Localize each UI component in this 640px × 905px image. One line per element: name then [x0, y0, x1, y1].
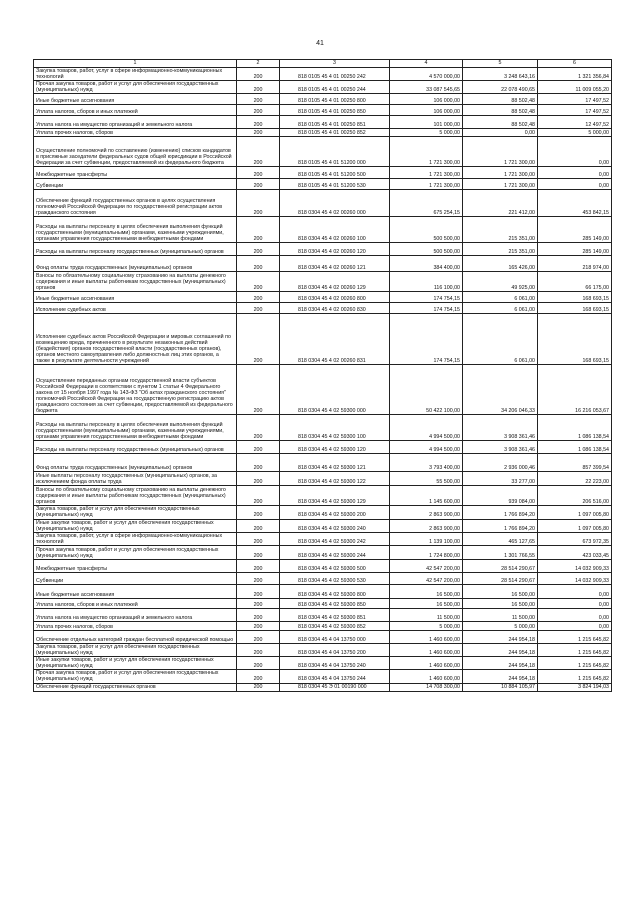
row-unexecuted-amount-cell: 14 032 909,33 [538, 572, 612, 584]
table-row [34, 486, 612, 506]
table-row [34, 94, 612, 105]
row-unexecuted-amount-cell: 453 842,15 [538, 190, 612, 217]
row-executed-amount-cell: 11 500,00 [463, 608, 538, 621]
row-unexecuted-amount-cell: 22 223,00 [538, 472, 612, 486]
row-executed-amount-cell: 221 412,00 [463, 190, 538, 217]
row-executed-amount-cell: 6 061,00 [463, 292, 538, 303]
row-approved-amount-cell: 11 500,00 [390, 608, 463, 621]
row-budget-code-cell: 818 0105 45 4 01 51200 500 [280, 167, 390, 179]
table-row [34, 179, 612, 190]
row-approved-amount-cell: 14 708 300,00 [390, 683, 463, 691]
row-name-cell: Межбюджетные трансферты [34, 559, 237, 572]
table-row [34, 292, 612, 303]
table-row [34, 532, 612, 545]
row-approved-amount-cell: 5 000,00 [390, 129, 463, 137]
row-name-cell: Иные бюджетные ассигнования [34, 292, 237, 303]
row-name-cell: Закупка товаров, работ, услуг в сфере информационно-коммуникационных технологий [34, 532, 237, 545]
row-name-cell: Иные бюджетные ассигнования [34, 584, 237, 598]
row-line-code-cell: 200 [237, 506, 280, 519]
table-row [34, 256, 612, 272]
row-budget-code-cell: 818 0304 45 4 02 00260 831 [280, 314, 390, 365]
row-approved-amount-cell: 5 000,00 [390, 621, 463, 630]
row-budget-code-cell: 818 0304 45 4 04 13750 200 [280, 643, 390, 656]
row-executed-amount-cell: 88 502,48 [463, 116, 538, 129]
row-budget-code-cell: 818 0304 45 4 02 59300 530 [280, 572, 390, 584]
row-name-cell: Уплата налога на имущество организаций и земельного налога [34, 608, 237, 621]
table-row [34, 105, 612, 116]
row-budget-code-cell: 818 0304 45 4 04 13750 000 [280, 630, 390, 643]
row-name-cell: Обеспечение функций государственных органов в целях осуществления полномочий Российской Федерации по государственной регистрации актов гражданского состояния [34, 190, 237, 217]
table-row [34, 137, 612, 167]
column-header-6: 6 [538, 60, 612, 68]
row-executed-amount-cell: 88 502,48 [463, 105, 538, 116]
column-header-3: 3 [280, 60, 390, 68]
table-row [34, 608, 612, 621]
row-name-cell: Расходы на выплаты персоналу в целях обеспечения выполнения функций государственными (муниципальными) органами, казенными учреждениями, органами управления государственными внебюджетными фондами [34, 415, 237, 441]
row-approved-amount-cell: 1 460 600,00 [390, 670, 463, 683]
table-row [34, 545, 612, 559]
row-budget-code-cell: 818 0304 45 4 02 59300 850 [280, 598, 390, 608]
row-approved-amount-cell: 1 460 600,00 [390, 630, 463, 643]
row-approved-amount-cell: 500 500,00 [390, 217, 463, 243]
row-unexecuted-amount-cell: 1 215 645,82 [538, 670, 612, 683]
row-executed-amount-cell: 2 936 000,46 [463, 454, 538, 472]
row-budget-code-cell: 818 0304 45 4 02 59300 852 [280, 621, 390, 630]
table-row [34, 167, 612, 179]
row-approved-amount-cell: 1 721 300,00 [390, 137, 463, 167]
row-line-code-cell: 200 [237, 598, 280, 608]
table-row [34, 441, 612, 454]
budget-execution-table [33, 59, 612, 692]
table-row [34, 670, 612, 683]
row-line-code-cell: 200 [237, 643, 280, 656]
row-approved-amount-cell: 33 087 545,65 [390, 81, 463, 94]
row-line-code-cell: 200 [237, 486, 280, 506]
row-approved-amount-cell: 1 724 800,00 [390, 545, 463, 559]
row-line-code-cell: 200 [237, 68, 280, 81]
row-budget-code-cell: 818 0105 45 4 01 00250 852 [280, 129, 390, 137]
row-name-cell: Прочая закупка товаров, работ и услуг для обеспечения государственных (муниципальных) нужд [34, 545, 237, 559]
row-name-cell: Взносы по обязательному социальному страхованию на выплаты денежного содержания и иные выплаты работникам государственных (муниципальных) органов [34, 272, 237, 292]
row-name-cell: Уплата налогов, сборов и иных платежей [34, 598, 237, 608]
row-executed-amount-cell: 244 954,18 [463, 630, 538, 643]
table-row [34, 243, 612, 256]
row-line-code-cell: 200 [237, 472, 280, 486]
row-line-code-cell: 200 [237, 190, 280, 217]
row-name-cell: Исполнение судебных актов Российской Федерации и мировых соглашений по возмещению вреда, причиненного в результате незаконных действий (бездействия) органов государственной власти (государственных органов), органов местного самоуправления либо должностных лиц этих органов, а также в результате деятельности учреждений [34, 314, 237, 365]
row-unexecuted-amount-cell: 12 497,52 [538, 116, 612, 129]
column-header-1: 1 [34, 60, 237, 68]
row-approved-amount-cell: 50 422 100,00 [390, 365, 463, 415]
row-approved-amount-cell: 2 863 900,00 [390, 506, 463, 519]
row-approved-amount-cell: 3 793 400,00 [390, 454, 463, 472]
table-row [34, 683, 612, 691]
row-budget-code-cell: 818 0304 45 4 02 00260 800 [280, 292, 390, 303]
row-name-cell: Осуществление переданных органам государственной власти субъектов Российской Федерации в соответствии с пунктом 1 статьи 4 Федерального закона от 15 ноября 1997 года № 143-ФЗ "Об актах гражданского состояния" полномочий Российской Федерации на государственную регистрацию актов гражданского состояния за счет субвенции, предоставляемой из федерального бюджета [34, 365, 237, 415]
table-row [34, 129, 612, 137]
row-executed-amount-cell: 33 277,00 [463, 472, 538, 486]
row-name-cell: Обеспечение функций государственных органов [34, 683, 237, 691]
row-budget-code-cell: 818 0304 45 4 04 13750 244 [280, 670, 390, 683]
row-budget-code-cell: 818 0304 45 4 02 00260 129 [280, 272, 390, 292]
row-name-cell: Иные бюджетные ассигнования [34, 94, 237, 105]
row-unexecuted-amount-cell: 285 149,00 [538, 243, 612, 256]
row-line-code-cell: 200 [237, 670, 280, 683]
row-line-code-cell: 200 [237, 116, 280, 129]
table-row [34, 116, 612, 129]
row-budget-code-cell: 818 0105 45 4 01 51200 000 [280, 137, 390, 167]
table-row [34, 272, 612, 292]
row-name-cell: Иные выплаты персоналу государственных (муниципальных) органов, за исключением фонда оплаты труда [34, 472, 237, 486]
table-row [34, 472, 612, 486]
row-name-cell: Закупка товаров, работ, услуг в сфере информационно-коммуникационных технологий [34, 68, 237, 81]
row-executed-amount-cell: 215 351,00 [463, 243, 538, 256]
row-name-cell: Фонд оплаты труда государственных (муниципальных) органов [34, 454, 237, 472]
row-name-cell: Взносы по обязательному социальному страхованию на выплаты денежного содержания и иные выплаты работникам государственных (муниципальных) органов [34, 486, 237, 506]
row-approved-amount-cell: 174 754,15 [390, 314, 463, 365]
row-approved-amount-cell: 500 500,00 [390, 243, 463, 256]
row-executed-amount-cell: 28 514 290,67 [463, 572, 538, 584]
page-number: 41 [316, 40, 324, 47]
row-executed-amount-cell: 3 908 361,46 [463, 415, 538, 441]
row-line-code-cell: 200 [237, 272, 280, 292]
row-unexecuted-amount-cell: 1 097 005,80 [538, 519, 612, 532]
row-executed-amount-cell: 465 127,65 [463, 532, 538, 545]
row-approved-amount-cell: 106 000,00 [390, 94, 463, 105]
row-unexecuted-amount-cell: 0,00 [538, 179, 612, 190]
row-executed-amount-cell: 1 301 766,55 [463, 545, 538, 559]
row-budget-code-cell: 818 0304 45 4 02 00260 121 [280, 256, 390, 272]
table-row [34, 415, 612, 441]
row-line-code-cell: 200 [237, 105, 280, 116]
row-executed-amount-cell: 1 766 894,20 [463, 519, 538, 532]
row-budget-code-cell: 818 0304 45 4 02 59300 100 [280, 415, 390, 441]
row-unexecuted-amount-cell: 14 032 909,33 [538, 559, 612, 572]
row-executed-amount-cell: 5 000,00 [463, 621, 538, 630]
row-name-cell: Фонд оплаты труда государственных (муниципальных) органов [34, 256, 237, 272]
table-row [34, 303, 612, 314]
row-unexecuted-amount-cell: 1 215 645,82 [538, 630, 612, 643]
row-name-cell: Обеспечение отдельных категорий граждан бесплатной юридической помощью [34, 630, 237, 643]
row-approved-amount-cell: 1 721 300,00 [390, 179, 463, 190]
row-unexecuted-amount-cell: 168 693,15 [538, 314, 612, 365]
row-line-code-cell: 200 [237, 256, 280, 272]
row-unexecuted-amount-cell: 673 972,35 [538, 532, 612, 545]
row-budget-code-cell: 818 0304 45 4 02 59300 500 [280, 559, 390, 572]
row-line-code-cell: 200 [237, 365, 280, 415]
row-budget-code-cell: 818 0304 45 4 02 00260 830 [280, 303, 390, 314]
row-unexecuted-amount-cell: 16 216 053,67 [538, 365, 612, 415]
row-budget-code-cell: 818 0105 45 4 01 00250 244 [280, 81, 390, 94]
row-line-code-cell: 200 [237, 559, 280, 572]
row-executed-amount-cell: 6 061,00 [463, 303, 538, 314]
row-executed-amount-cell: 0,00 [463, 129, 538, 137]
row-budget-code-cell: 818 0304 45 4 02 00260 000 [280, 190, 390, 217]
row-unexecuted-amount-cell: 1 097 005,80 [538, 506, 612, 519]
table-row [34, 572, 612, 584]
row-line-code-cell: 200 [237, 314, 280, 365]
row-unexecuted-amount-cell: 1 086 138,54 [538, 415, 612, 441]
table-row [34, 598, 612, 608]
row-name-cell: Расходы на выплаты персоналу государственных (муниципальных) органов [34, 441, 237, 454]
row-line-code-cell: 200 [237, 519, 280, 532]
row-executed-amount-cell: 88 502,48 [463, 94, 538, 105]
row-approved-amount-cell: 1 139 100,00 [390, 532, 463, 545]
row-approved-amount-cell: 1 460 600,00 [390, 657, 463, 670]
row-line-code-cell: 200 [237, 683, 280, 691]
row-executed-amount-cell: 244 954,18 [463, 643, 538, 656]
row-executed-amount-cell: 34 206 046,33 [463, 365, 538, 415]
row-approved-amount-cell: 42 547 200,00 [390, 559, 463, 572]
row-line-code-cell: 200 [237, 532, 280, 545]
row-budget-code-cell: 818 0304 45 4 02 00260 120 [280, 243, 390, 256]
row-unexecuted-amount-cell: 5 000,00 [538, 129, 612, 137]
row-budget-code-cell: 818 0304 45 4 02 59300 200 [280, 506, 390, 519]
row-approved-amount-cell: 16 500,00 [390, 598, 463, 608]
table-row [34, 559, 612, 572]
table-row [34, 454, 612, 472]
row-executed-amount-cell: 165 426,00 [463, 256, 538, 272]
row-unexecuted-amount-cell: 0,00 [538, 621, 612, 630]
row-unexecuted-amount-cell: 17 497,52 [538, 94, 612, 105]
row-executed-amount-cell: 28 514 290,67 [463, 559, 538, 572]
row-budget-code-cell: 818 0304 45 4 02 59300 121 [280, 454, 390, 472]
table-row [34, 217, 612, 243]
row-name-cell: Иные закупки товаров, работ и услуг для обеспечения государственных (муниципальных) нужд [34, 519, 237, 532]
row-budget-code-cell: 818 0105 45 4 01 00250 800 [280, 94, 390, 105]
row-line-code-cell: 200 [237, 303, 280, 314]
row-name-cell: Осуществление полномочий по составлению (изменению) списков кандидатов в присяжные заседатели федеральных судов общей юрисдикции в Российской Федерации за счет субвенции, предоставляемой из федерального бюджета [34, 137, 237, 167]
row-approved-amount-cell: 4 570 000,00 [390, 68, 463, 81]
row-budget-code-cell: 818 0304 45 4 02 59300 242 [280, 532, 390, 545]
table-row [34, 506, 612, 519]
row-line-code-cell: 200 [237, 137, 280, 167]
row-unexecuted-amount-cell: 168 693,15 [538, 303, 612, 314]
table-row [34, 584, 612, 598]
row-unexecuted-amount-cell: 1 321 356,84 [538, 68, 612, 81]
row-budget-code-cell: 818 0304 45 4 04 13750 240 [280, 657, 390, 670]
row-unexecuted-amount-cell: 0,00 [538, 598, 612, 608]
table-row [34, 314, 612, 365]
row-line-code-cell: 200 [237, 545, 280, 559]
row-name-cell: Закупка товаров, работ и услуг для обеспечения государственных (муниципальных) нужд [34, 506, 237, 519]
row-executed-amount-cell: 22 078 490,65 [463, 81, 538, 94]
row-budget-code-cell: 818 0105 45 4 01 00250 242 [280, 68, 390, 81]
row-executed-amount-cell: 244 954,18 [463, 657, 538, 670]
row-name-cell: Закупка товаров, работ и услуг для обеспечения государственных (муниципальных) нужд [34, 643, 237, 656]
row-approved-amount-cell: 4 994 500,00 [390, 441, 463, 454]
row-approved-amount-cell: 101 000,00 [390, 116, 463, 129]
row-approved-amount-cell: 106 000,00 [390, 105, 463, 116]
row-line-code-cell: 200 [237, 415, 280, 441]
row-budget-code-cell: 818 0304 45 Э 01 00190 000 [280, 683, 390, 691]
row-line-code-cell: 200 [237, 608, 280, 621]
row-unexecuted-amount-cell: 1 215 645,82 [538, 657, 612, 670]
row-approved-amount-cell: 16 500,00 [390, 584, 463, 598]
row-executed-amount-cell: 939 084,00 [463, 486, 538, 506]
row-line-code-cell: 200 [237, 584, 280, 598]
row-approved-amount-cell: 2 863 900,00 [390, 519, 463, 532]
row-unexecuted-amount-cell: 1 086 138,54 [538, 441, 612, 454]
table-row [34, 519, 612, 532]
table-header-row [34, 60, 612, 68]
row-unexecuted-amount-cell: 0,00 [538, 137, 612, 167]
row-executed-amount-cell: 215 351,00 [463, 217, 538, 243]
row-approved-amount-cell: 42 547 200,00 [390, 572, 463, 584]
row-approved-amount-cell: 116 100,00 [390, 272, 463, 292]
row-name-cell: Уплата налога на имущество организаций и земельного налога [34, 116, 237, 129]
row-executed-amount-cell: 1 721 300,00 [463, 167, 538, 179]
row-unexecuted-amount-cell: 0,00 [538, 167, 612, 179]
row-budget-code-cell: 818 0105 45 4 01 00250 850 [280, 105, 390, 116]
row-unexecuted-amount-cell: 168 693,15 [538, 292, 612, 303]
row-name-cell: Уплата прочих налогов, сборов [34, 129, 237, 137]
table-row [34, 621, 612, 630]
table-row [34, 643, 612, 656]
row-name-cell: Иные закупки товаров, работ и услуг для обеспечения государственных (муниципальных) нужд [34, 657, 237, 670]
row-executed-amount-cell: 3 248 643,16 [463, 68, 538, 81]
row-approved-amount-cell: 174 754,15 [390, 303, 463, 314]
column-header-5: 5 [463, 60, 538, 68]
row-unexecuted-amount-cell: 218 974,00 [538, 256, 612, 272]
row-approved-amount-cell: 1 145 600,00 [390, 486, 463, 506]
row-executed-amount-cell: 1 721 300,00 [463, 179, 538, 190]
row-name-cell: Исполнение судебных актов [34, 303, 237, 314]
row-budget-code-cell: 818 0105 45 4 01 00250 851 [280, 116, 390, 129]
row-executed-amount-cell: 10 884 105,97 [463, 683, 538, 691]
row-unexecuted-amount-cell: 423 033,45 [538, 545, 612, 559]
row-name-cell: Прочая закупка товаров, работ и услуг для обеспечения государственных (муниципальных) нужд [34, 81, 237, 94]
row-budget-code-cell: 818 0304 45 4 02 59300 122 [280, 472, 390, 486]
table-row [34, 630, 612, 643]
table-row [34, 657, 612, 670]
row-budget-code-cell: 818 0304 45 4 02 59300 000 [280, 365, 390, 415]
row-approved-amount-cell: 1 460 600,00 [390, 643, 463, 656]
row-name-cell: Субвенции [34, 179, 237, 190]
row-executed-amount-cell: 3 908 361,46 [463, 441, 538, 454]
row-line-code-cell: 200 [237, 94, 280, 105]
table-row [34, 68, 612, 81]
row-unexecuted-amount-cell: 11 009 055,20 [538, 81, 612, 94]
row-name-cell: Уплата прочих налогов, сборов [34, 621, 237, 630]
row-budget-code-cell: 818 0304 45 4 02 59300 240 [280, 519, 390, 532]
row-executed-amount-cell: 244 954,18 [463, 670, 538, 683]
row-executed-amount-cell: 16 500,00 [463, 584, 538, 598]
row-line-code-cell: 200 [237, 630, 280, 643]
row-line-code-cell: 200 [237, 441, 280, 454]
row-unexecuted-amount-cell: 66 175,00 [538, 272, 612, 292]
table-row [34, 81, 612, 94]
row-unexecuted-amount-cell: 3 824 194,03 [538, 683, 612, 691]
row-name-cell: Субвенции [34, 572, 237, 584]
row-unexecuted-amount-cell: 206 516,00 [538, 486, 612, 506]
row-executed-amount-cell: 1 766 894,20 [463, 506, 538, 519]
row-line-code-cell: 200 [237, 657, 280, 670]
row-approved-amount-cell: 1 721 300,00 [390, 167, 463, 179]
row-name-cell: Межбюджетные трансферты [34, 167, 237, 179]
row-budget-code-cell: 818 0304 45 4 02 59300 244 [280, 545, 390, 559]
row-name-cell: Прочая закупка товаров, работ и услуг для обеспечения государственных (муниципальных) нужд [34, 670, 237, 683]
table-row [34, 365, 612, 415]
row-line-code-cell: 200 [237, 572, 280, 584]
row-name-cell: Уплата налогов, сборов и иных платежей [34, 105, 237, 116]
row-unexecuted-amount-cell: 0,00 [538, 608, 612, 621]
row-unexecuted-amount-cell: 0,00 [538, 584, 612, 598]
row-line-code-cell: 200 [237, 179, 280, 190]
row-name-cell: Расходы на выплаты персоналу в целях обеспечения выполнения функций государственными (муниципальными) органами, казенными учреждениями, органами управления государственными внебюджетными фондами [34, 217, 237, 243]
row-line-code-cell: 200 [237, 81, 280, 94]
row-approved-amount-cell: 384 400,00 [390, 256, 463, 272]
row-line-code-cell: 200 [237, 243, 280, 256]
row-unexecuted-amount-cell: 857 399,54 [538, 454, 612, 472]
row-line-code-cell: 200 [237, 217, 280, 243]
row-approved-amount-cell: 174 754,15 [390, 292, 463, 303]
row-approved-amount-cell: 675 254,15 [390, 190, 463, 217]
row-unexecuted-amount-cell: 17 497,52 [538, 105, 612, 116]
row-line-code-cell: 200 [237, 621, 280, 630]
column-header-2: 2 [237, 60, 280, 68]
row-executed-amount-cell: 49 925,00 [463, 272, 538, 292]
row-budget-code-cell: 818 0304 45 4 02 59300 851 [280, 608, 390, 621]
row-name-cell: Расходы на выплаты персоналу государственных (муниципальных) органов [34, 243, 237, 256]
row-unexecuted-amount-cell: 1 215 645,82 [538, 643, 612, 656]
row-budget-code-cell: 818 0105 45 4 01 51200 530 [280, 179, 390, 190]
row-executed-amount-cell: 1 721 300,00 [463, 137, 538, 167]
row-line-code-cell: 200 [237, 129, 280, 137]
row-budget-code-cell: 818 0304 45 4 02 00260 100 [280, 217, 390, 243]
row-executed-amount-cell: 16 500,00 [463, 598, 538, 608]
row-budget-code-cell: 818 0304 45 4 02 59300 120 [280, 441, 390, 454]
column-header-4: 4 [390, 60, 463, 68]
row-line-code-cell: 200 [237, 292, 280, 303]
row-budget-code-cell: 818 0304 45 4 02 59300 800 [280, 584, 390, 598]
row-unexecuted-amount-cell: 285 149,00 [538, 217, 612, 243]
row-approved-amount-cell: 4 994 500,00 [390, 415, 463, 441]
row-line-code-cell: 200 [237, 167, 280, 179]
row-budget-code-cell: 818 0304 45 4 02 59300 129 [280, 486, 390, 506]
row-line-code-cell: 200 [237, 454, 280, 472]
row-executed-amount-cell: 6 061,00 [463, 314, 538, 365]
table-row [34, 190, 612, 217]
row-approved-amount-cell: 55 500,00 [390, 472, 463, 486]
